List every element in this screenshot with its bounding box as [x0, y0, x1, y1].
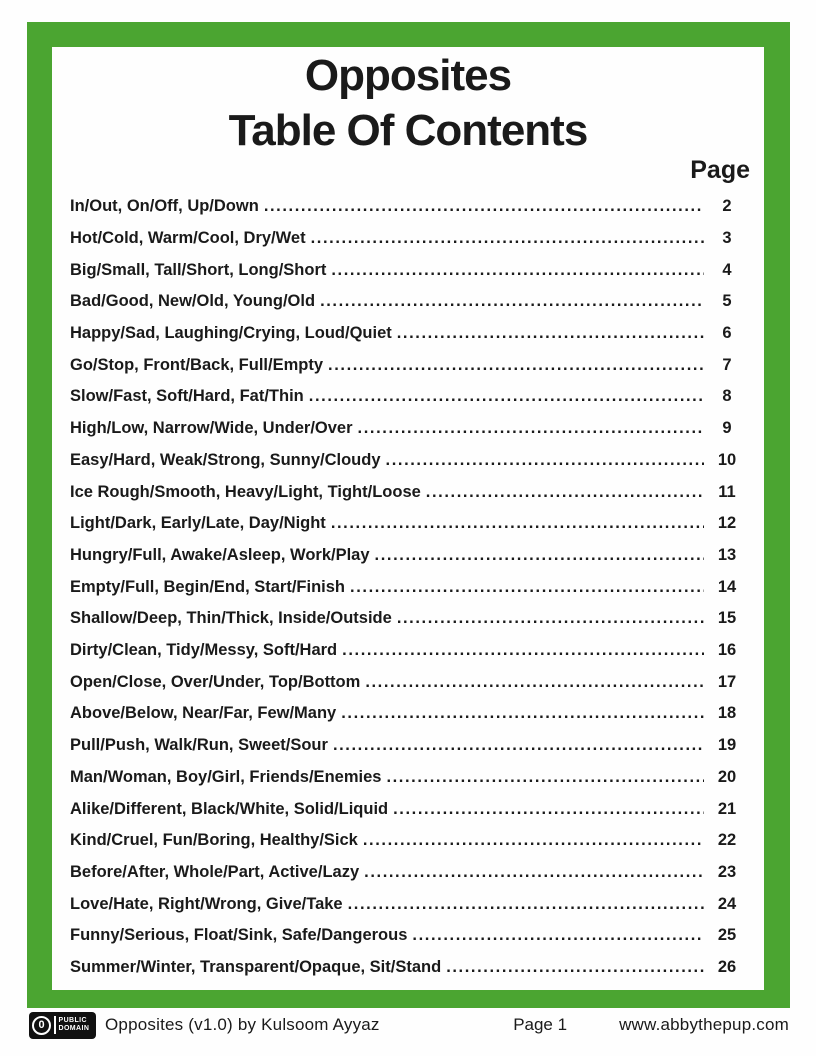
- toc-entry-page: 9: [722, 419, 732, 438]
- toc-entry: [70, 223, 750, 255]
- toc-leader-dots: [393, 794, 704, 826]
- toc-leader-dots: [375, 540, 704, 572]
- toc-entry-page: 13: [717, 545, 737, 564]
- toc-leader-dots: [311, 223, 704, 255]
- toc-entry-page: 23: [717, 862, 737, 881]
- toc-entry-page: 8: [722, 387, 732, 406]
- toc-entry-page: 4: [722, 260, 732, 279]
- toc-entry: [70, 445, 750, 477]
- toc-entry-label: Funny/Serious, Float/Sink, Safe/Dangerous: [70, 926, 408, 945]
- page-column-header: Page: [690, 156, 750, 185]
- public-domain-badge-text: [59, 1017, 90, 1034]
- toc-entry: [70, 762, 750, 794]
- toc-entry: [70, 413, 750, 445]
- toc-entry-page: 22: [717, 831, 737, 850]
- toc-entry-label: Alike/Different, Black/White, Solid/Liquid: [70, 799, 389, 818]
- toc-entry-label: Dirty/Clean, Tidy/Messy, Soft/Hard: [70, 641, 338, 660]
- toc-entry: [70, 730, 750, 762]
- toc-entry-page: 18: [717, 704, 737, 723]
- website-text: www.abbythepup.com: [619, 1015, 789, 1034]
- footer-left-group: [29, 1012, 513, 1039]
- toc-entry-label: Bad/Good, New/Old, Young/Old: [70, 292, 316, 311]
- toc-entry-label: High/Low, Narrow/Wide, Under/Over: [70, 419, 353, 438]
- toc-leader-dots: [397, 318, 704, 350]
- toc-entry-page: 3: [722, 228, 732, 247]
- toc-leader-dots: [386, 762, 704, 794]
- toc-leader-dots: [446, 952, 704, 984]
- toc-entry-page: 21: [717, 799, 737, 818]
- toc-leader-dots: [331, 255, 704, 287]
- toc-entry-label: Above/Below, Near/Far, Few/Many: [70, 704, 337, 723]
- toc-entry: [70, 825, 750, 857]
- toc-entry: [70, 698, 750, 730]
- toc-entry-page: 25: [717, 926, 737, 945]
- toc-entry-page: 19: [717, 736, 737, 755]
- badge-divider: [54, 1016, 56, 1034]
- toc-entry-page: 6: [722, 324, 732, 342]
- doc-title-line2: Table Of Contents: [228, 105, 588, 155]
- toc-leader-dots: [363, 825, 704, 857]
- toc-entry-label: Big/Small, Tall/Short, Long/Short: [70, 260, 327, 279]
- toc-entry-label: Before/After, Whole/Part, Active/Lazy: [70, 862, 360, 881]
- toc-entry: [70, 255, 750, 287]
- toc-entry-page: 20: [717, 767, 737, 786]
- toc-entry: [70, 635, 750, 667]
- toc-leader-dots: [264, 191, 704, 223]
- toc-entry-label: Easy/Hard, Weak/Strong, Sunny/Cloudy: [70, 450, 381, 469]
- toc-leader-dots: [331, 508, 704, 540]
- toc-entry-label: Summer/Winter, Transparent/Opaque, Sit/Stand: [70, 958, 442, 977]
- toc-entry: [70, 318, 750, 350]
- toc-entry-label: Ice Rough/Smooth, Heavy/Light, Tight/Loose: [70, 482, 421, 501]
- toc-entry: [70, 381, 750, 413]
- toc-entry-label: Kind/Cruel, Fun/Boring, Healthy/Sick: [70, 831, 358, 850]
- toc-leader-dots: [320, 286, 704, 318]
- toc-entry-page: 12: [717, 514, 737, 533]
- toc-entry: [70, 350, 750, 382]
- badge-text-line2: DOMAIN: [58, 1025, 90, 1032]
- toc-entry-label: Open/Close, Over/Under, Top/Bottom: [70, 672, 361, 691]
- toc-entry: [70, 667, 750, 699]
- toc-entry: [70, 508, 750, 540]
- toc-entry-page: 16: [717, 641, 737, 660]
- toc-leader-dots: [341, 698, 704, 730]
- toc-entry-page: 14: [717, 577, 737, 596]
- toc-entry-page: 24: [717, 894, 737, 913]
- green-border-frame: [27, 22, 790, 1008]
- toc-leader-dots: [333, 730, 704, 762]
- toc-leader-dots: [364, 857, 704, 889]
- toc-entry-label: Man/Woman, Boy/Girl, Friends/Enemies: [70, 767, 382, 786]
- toc-leader-dots: [342, 635, 704, 667]
- toc-entry: [70, 857, 750, 889]
- toc-entry-page: 10: [717, 450, 737, 469]
- toc-leader-dots: [309, 381, 704, 413]
- toc-entry: [70, 191, 750, 223]
- page-number-label: Page 1: [513, 1015, 568, 1034]
- toc-entry: [70, 286, 750, 318]
- toc-entry-label: Light/Dark, Early/Late, Day/Night: [70, 514, 326, 533]
- toc-entry-label: In/Out, On/Off, Up/Down: [70, 197, 259, 216]
- public-domain-zero-icon: 0: [32, 1016, 51, 1035]
- toc-entry: [70, 889, 750, 921]
- toc-entry-label: Empty/Full, Begin/End, Start/Finish: [70, 577, 346, 596]
- credit-text: Opposites (v1.0) by Kulsoom Ayyaz: [105, 1015, 380, 1034]
- toc-leader-dots: [386, 445, 704, 477]
- toc-leader-dots: [358, 413, 704, 445]
- toc-entry: [70, 794, 750, 826]
- toc-entry-page: 11: [718, 482, 736, 501]
- public-domain-badge-icon: [29, 1012, 96, 1039]
- toc-entry-page: 17: [717, 672, 737, 691]
- toc-entry: [70, 572, 750, 604]
- toc-entry-label: Happy/Sad, Laughing/Crying, Loud/Quiet: [70, 324, 392, 342]
- toc-entry-page: 7: [722, 355, 732, 374]
- toc-leader-dots: [365, 667, 704, 699]
- toc-entry: [70, 540, 750, 572]
- toc-entry-label: Hungry/Full, Awake/Asleep, Work/Play: [70, 545, 370, 564]
- toc-entry-label: Love/Hate, Right/Wrong, Give/Take: [70, 894, 343, 913]
- toc-entry-label: Shallow/Deep, Thin/Thick, Inside/Outside: [70, 609, 392, 628]
- toc-entry: [70, 952, 750, 984]
- toc-entry-label: Slow/Fast, Soft/Hard, Fat/Thin: [70, 387, 304, 406]
- badge-text-line1: PUBLIC: [58, 1016, 87, 1024]
- toc-entry-page: 2: [722, 197, 732, 216]
- toc-entry-page: 26: [717, 958, 737, 977]
- toc-entry-page: 5: [722, 292, 732, 311]
- toc-list: [52, 191, 764, 984]
- toc-leader-dots: [412, 920, 704, 952]
- toc-entry-label: Go/Stop, Front/Back, Full/Empty: [70, 355, 324, 374]
- toc-entry-page: 15: [717, 609, 737, 628]
- toc-leader-dots: [328, 350, 704, 382]
- toc-entry-label: Pull/Push, Walk/Run, Sweet/Sour: [70, 736, 328, 755]
- toc-leader-dots: [348, 889, 704, 921]
- toc-leader-dots: [426, 477, 704, 509]
- toc-entry: [70, 477, 750, 509]
- toc-entry: [70, 603, 750, 635]
- toc-leader-dots: [397, 603, 704, 635]
- toc-entry-label: Hot/Cold, Warm/Cool, Dry/Wet: [70, 228, 306, 247]
- doc-title-line1: Opposites: [304, 51, 512, 100]
- toc-entry: [70, 920, 750, 952]
- footer: [29, 1010, 789, 1040]
- toc-leader-dots: [350, 572, 704, 604]
